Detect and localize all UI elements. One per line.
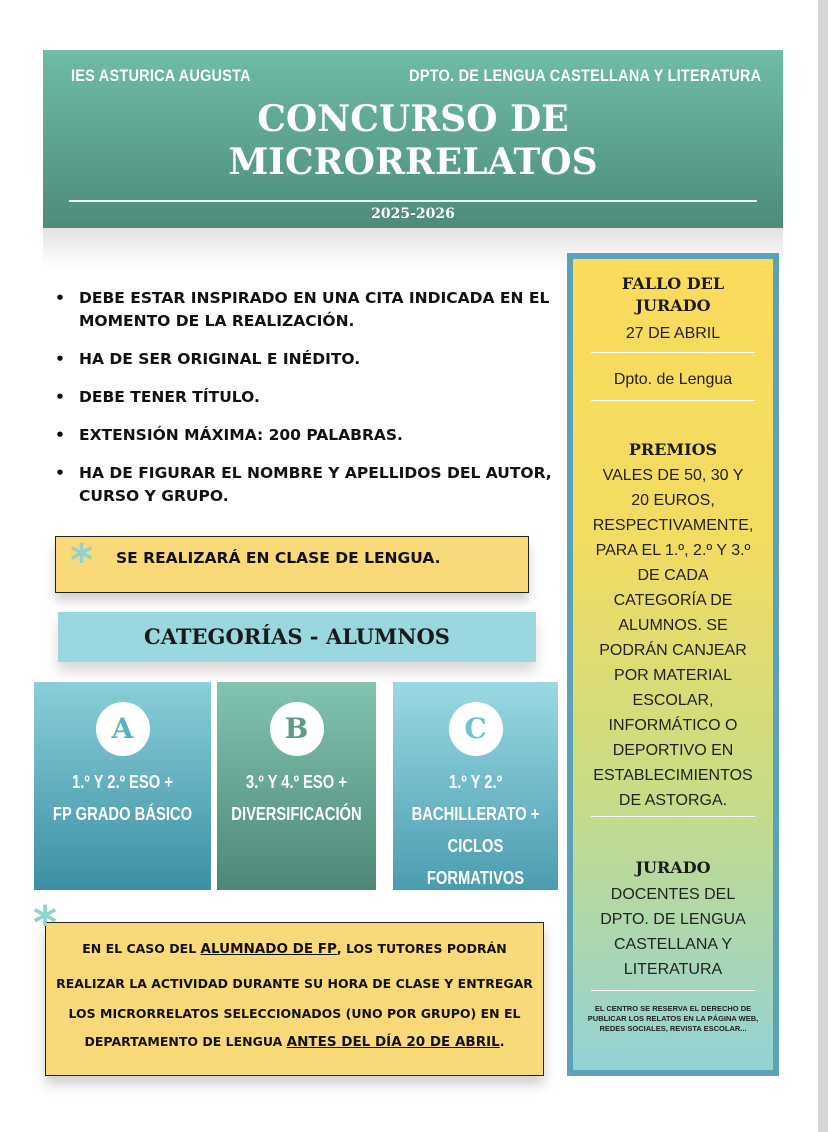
category-letter: C — [449, 702, 503, 756]
asterisk-icon: * — [33, 896, 58, 950]
prizes-line: 20 EUROS, — [631, 492, 715, 509]
prizes-title: PREMIOS — [628, 440, 718, 459]
jury-line: DOCENTES DEL — [610, 886, 736, 903]
verdict-place: Dpto. de Lengua — [613, 371, 733, 388]
prizes-line: RESPECTIVAMENTE, — [592, 517, 754, 534]
prizes-line: DE CADA — [637, 567, 709, 584]
asterisk-icon: * — [70, 535, 94, 586]
sidebar-divider — [591, 990, 755, 991]
sidebar-divider — [591, 400, 755, 401]
jury-line: CASTELLANA Y — [614, 936, 732, 953]
category-label: 3.º Y 4.º ESO + DIVERSIFICACIÓN — [231, 772, 362, 824]
prizes-line: ALUMNOS. SE — [618, 617, 728, 634]
bullet-icon: • — [55, 289, 65, 307]
prizes-text — [573, 463, 773, 813]
class-note-text: SE REALIZARÁ EN CLASE DE LENGUA. — [116, 549, 441, 567]
prizes-line: ESTABLECIMIENTOS — [593, 767, 753, 784]
fp-note-line-4: DEPARTAMENTO DE LENGUA ANTES DEL DÍA 20 DE ABRIL. — [84, 1034, 505, 1050]
fp-note — [45, 922, 544, 1076]
category-letter: A — [96, 702, 150, 756]
prizes-line: PODRÁN CANJEAR — [599, 642, 747, 659]
category-letter: B — [270, 702, 324, 756]
info-sidebar — [567, 253, 779, 1076]
jury-line: LITERATURA — [623, 961, 723, 978]
bullet-icon: • — [55, 388, 65, 406]
prizes-line: DE ASTORGA. — [618, 792, 728, 809]
rules-list — [55, 287, 565, 523]
department-name: DPTO. DE LENGUA CASTELLANA Y LITERATURA — [408, 66, 761, 85]
poster-header — [43, 50, 783, 228]
category-label: 1.º Y 2.º BACHILLERATO + CICLOS FORMATIVOS — [411, 772, 540, 888]
rule-item: • HA DE FIGURAR EL NOMBRE Y APELLIDOS DEL AUTOR, CURSO Y GRUPO. — [55, 464, 552, 505]
prizes-line: POR MATERIAL — [614, 667, 732, 684]
header-divider — [69, 200, 757, 202]
prizes-line: ESCOLAR, — [632, 692, 714, 709]
rule-item: • HA DE SER ORIGINAL E INÉDITO. — [55, 348, 565, 371]
bullet-icon: • — [55, 350, 65, 368]
prizes-line: VALES DE 50, 30 Y — [602, 467, 744, 484]
prizes-line: INFORMÁTICO O — [608, 717, 738, 734]
sidebar-panel — [573, 259, 773, 1070]
fp-note-line-3: LOS MICRORRELATOS SELECCIONADOS (UNO POR GRUPO) EN EL — [68, 1006, 521, 1021]
rule-item: • EXTENSIÓN MÁXIMA: 200 PALABRAS. — [55, 424, 565, 447]
school-year: 2025-2026 — [371, 206, 455, 222]
verdict-title: FALLO DEL JURADO — [621, 274, 725, 315]
categories-banner: CATEGORÍAS - ALUMNOS — [58, 612, 536, 662]
sidebar-divider — [591, 816, 755, 817]
category-card-a — [34, 682, 211, 890]
fp-note-line-1: EN EL CASO DEL ALUMNADO DE FP, LOS TUTORES PODRÁN — [82, 941, 507, 957]
prizes-line: CATEGORÍA DE — [613, 592, 733, 609]
publication-disclaimer: EL CENTRO SE RESERVA EL DERECHO DE PUBLICAR LOS RELATOS EN LA PÁGINA WEB, REDES SOCIALES, REVISTA ESCOLAR... — [587, 1004, 759, 1033]
rule-item: • DEBE TENER TÍTULO. — [55, 386, 565, 409]
page-edge — [818, 0, 828, 1132]
class-note — [55, 536, 529, 593]
jury-title: JURADO — [635, 858, 711, 877]
category-card-b — [217, 682, 376, 890]
poster-title — [43, 98, 783, 184]
rule-item: • DEBE ESTAR INSPIRADO EN UNA CITA INDICADA EN EL MOMENTO DE LA REALIZACIÓN. — [55, 289, 550, 330]
category-label: 1.º Y 2.º ESO + FP GRADO BÁSICO — [52, 772, 193, 824]
title-line-2: MICRORRELATOS — [228, 141, 598, 183]
verdict-date: 27 DE ABRIL — [625, 325, 721, 342]
jury-text — [573, 882, 773, 982]
fp-note-line-2: REALIZAR LA ACTIVIDAD DURANTE SU HORA DE CLASE Y ENTREGAR — [56, 976, 533, 991]
prizes-line: PARA EL 1.º, 2.º Y 3.º — [595, 542, 751, 559]
category-card-c — [393, 682, 558, 890]
bullet-icon: • — [55, 426, 65, 444]
school-name: IES ASTURICA AUGUSTA — [71, 66, 251, 85]
title-line-1: CONCURSO DE — [257, 98, 569, 140]
bullet-icon: • — [55, 464, 65, 482]
prizes-line: DEPORTIVO EN — [612, 742, 734, 759]
sidebar-divider — [591, 352, 755, 353]
jury-line: DPTO. DE LENGUA — [600, 911, 746, 928]
